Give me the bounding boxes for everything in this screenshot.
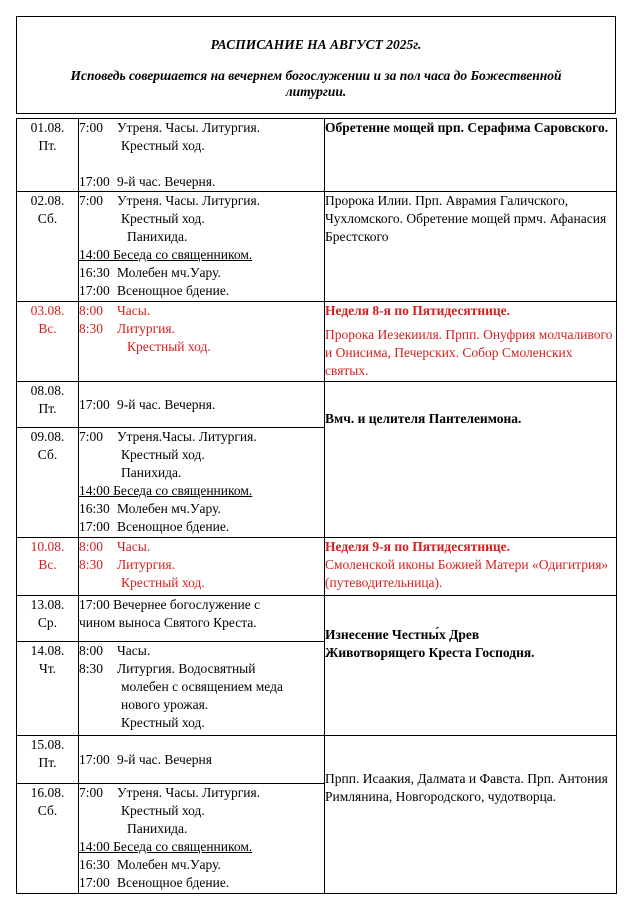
service-line: нового урожая. bbox=[121, 697, 209, 712]
services-cell bbox=[79, 302, 325, 382]
weekday: Ср. bbox=[37, 615, 58, 630]
service-name: Молебен мч.Уару. bbox=[117, 265, 221, 280]
date: 14.08. bbox=[30, 643, 65, 658]
services-cell bbox=[79, 119, 325, 192]
schedule-page bbox=[16, 16, 616, 894]
services-cell bbox=[79, 736, 325, 784]
feast-text: Смоленской иконы Божией Матери «Одигитрия» (путеводительница). bbox=[325, 557, 609, 590]
confession-note: Исповедь совершается на вечернем богослужении и за пол часа до Божественной литургии. bbox=[70, 68, 562, 99]
services-cell bbox=[79, 642, 325, 736]
service-name: Всенощное бдение. bbox=[117, 283, 230, 298]
service-name: Часы. bbox=[117, 539, 151, 554]
service-name: 9-й час. Вечерня. bbox=[117, 174, 216, 189]
service-line: Крестный ход. bbox=[121, 575, 205, 590]
service-line: Крестный ход. bbox=[121, 447, 205, 462]
services-cell bbox=[79, 596, 325, 642]
date: 13.08. bbox=[30, 597, 65, 612]
service-line: Панихида. bbox=[121, 465, 182, 480]
service-line: Крестный ход. bbox=[127, 339, 211, 354]
service-time: 17:00 bbox=[79, 283, 110, 298]
feast-cell bbox=[325, 382, 617, 538]
date: 16.08. bbox=[30, 785, 65, 800]
service-line: молебен с освящением меда bbox=[121, 679, 283, 694]
weekday: Вс. bbox=[38, 557, 57, 572]
date-cell bbox=[17, 736, 79, 784]
date-cell bbox=[17, 119, 79, 192]
services-cell bbox=[79, 784, 325, 894]
date-cell bbox=[17, 302, 79, 382]
service-time: 16:30 bbox=[79, 265, 110, 280]
date: 10.08. bbox=[30, 539, 65, 554]
service-line: 17:00 Вечернее богослужение с bbox=[79, 597, 261, 612]
weekday: Пт. bbox=[38, 755, 57, 770]
services-cell bbox=[79, 192, 325, 302]
service-line: Панихида. bbox=[127, 229, 188, 244]
service-line: Крестный ход. bbox=[121, 803, 205, 818]
table-row bbox=[17, 538, 617, 596]
feast-cell bbox=[325, 119, 617, 192]
service-time: 7:00 bbox=[79, 120, 104, 135]
date: 09.08. bbox=[30, 429, 65, 444]
weekday: Пт. bbox=[38, 138, 57, 153]
weekday: Пт. bbox=[38, 401, 57, 416]
feast-title-cont: Животворящего Креста Господня. bbox=[325, 645, 535, 660]
service-time: 7:00 bbox=[79, 429, 104, 444]
date: 03.08. bbox=[30, 303, 65, 318]
date-cell bbox=[17, 538, 79, 596]
feast-title: Изнесение Честны́х Древ bbox=[325, 627, 480, 642]
date: 08.08. bbox=[30, 383, 65, 398]
table-row bbox=[17, 736, 617, 784]
service-line: чином выноса Святого Креста. bbox=[79, 615, 257, 630]
service-name: Литургия. bbox=[117, 321, 175, 336]
feast-cell bbox=[325, 736, 617, 894]
service-line: 14:00 Беседа со священником. bbox=[79, 483, 253, 498]
feast-title: Неделя 9-я по Пятидесятнице. bbox=[325, 539, 511, 554]
service-time: 7:00 bbox=[79, 785, 104, 800]
feast-cell bbox=[325, 192, 617, 302]
date: 15.08. bbox=[30, 737, 65, 752]
table-row bbox=[17, 382, 617, 428]
page-title: РАСПИСАНИЕ НА АВГУСТ 2025г. bbox=[210, 37, 422, 52]
date-cell bbox=[17, 192, 79, 302]
date: 01.08. bbox=[30, 120, 65, 135]
date-cell bbox=[17, 428, 79, 538]
service-time: 17:00 bbox=[79, 875, 110, 890]
weekday: Сб. bbox=[37, 803, 58, 818]
service-name: Утреня. Часы. Литургия. bbox=[117, 785, 261, 800]
service-name: Всенощное бдение. bbox=[117, 875, 230, 890]
service-time: 17:00 bbox=[79, 174, 110, 189]
service-time: 17:00 bbox=[79, 751, 110, 767]
service-line: Крестный ход. bbox=[121, 715, 205, 730]
service-time: 16:30 bbox=[79, 501, 110, 516]
service-name: Литургия. Водосвятный bbox=[117, 661, 256, 676]
feast-cell bbox=[325, 596, 617, 736]
service-time: 8:30 bbox=[79, 321, 104, 336]
feast-text: Пророка Илии. Прп. Аврамия Галичского, Чухломского. Обретение мощей прмч. Афанасия Брестского bbox=[325, 193, 607, 244]
service-time: 16:30 bbox=[79, 857, 110, 872]
service-time: 17:00 bbox=[79, 519, 110, 534]
service-name: Часы. bbox=[117, 303, 151, 318]
date: 02.08. bbox=[30, 193, 65, 208]
service-name: 9-й час. Вечерня bbox=[117, 751, 212, 767]
service-line: Крестный ход. bbox=[121, 211, 205, 226]
service-name: Утреня. Часы. Литургия. bbox=[117, 193, 261, 208]
service-time: 8:00 bbox=[79, 643, 104, 658]
service-line: 14:00 Беседа со священником. bbox=[79, 839, 253, 854]
service-name: Молебен мч.Уару. bbox=[117, 501, 221, 516]
weekday: Сб. bbox=[37, 447, 58, 462]
service-line: 14:00 Беседа со священником. bbox=[79, 247, 253, 262]
schedule-header bbox=[16, 16, 616, 114]
feast-cell bbox=[325, 538, 617, 596]
service-time: 7:00 bbox=[79, 193, 104, 208]
date-cell bbox=[17, 596, 79, 642]
service-name: Утреня. Часы. Литургия. bbox=[117, 120, 261, 135]
service-name: Часы. bbox=[117, 643, 151, 658]
table-row bbox=[17, 192, 617, 302]
service-name: Всенощное бдение. bbox=[117, 519, 230, 534]
date-cell bbox=[17, 642, 79, 736]
service-line: Крестный ход. bbox=[121, 138, 205, 153]
date-cell bbox=[17, 784, 79, 894]
service-time: 8:00 bbox=[79, 303, 104, 318]
table-row bbox=[17, 119, 617, 192]
service-name: Утреня.Часы. Литургия. bbox=[117, 429, 257, 444]
service-time: 8:30 bbox=[79, 557, 104, 572]
services-cell bbox=[79, 538, 325, 596]
service-name: Литургия. bbox=[117, 557, 175, 572]
schedule-table bbox=[16, 118, 617, 894]
feast-cell bbox=[325, 302, 617, 382]
weekday: Сб. bbox=[37, 211, 58, 226]
feast-title: Обретение мощей прп. Серафима Саровского. bbox=[325, 120, 609, 135]
service-time: 17:00 bbox=[79, 396, 110, 412]
service-name: Молебен мч.Уару. bbox=[117, 857, 221, 872]
date-cell bbox=[17, 382, 79, 428]
service-time: 8:00 bbox=[79, 539, 104, 554]
weekday: Вс. bbox=[38, 321, 57, 336]
feast-title: Неделя 8-я по Пятидесятнице. bbox=[325, 303, 511, 318]
table-row bbox=[17, 596, 617, 642]
feast-text: Пророка Иезекииля. Прпп. Онуфрия молчаливого и Онисима, Печерских. Собор Смоленских святых. bbox=[325, 327, 613, 378]
feast-text: Прпп. Исаакия, Далмата и Фавста. Прп. Антония Римлянина, Новгородского, чудотворца. bbox=[325, 771, 608, 804]
service-name: 9-й час. Вечерня. bbox=[117, 396, 216, 412]
service-time: 8:30 bbox=[79, 661, 104, 676]
services-cell bbox=[79, 382, 325, 428]
feast-title: Вмч. и целителя Пантелеимона. bbox=[325, 411, 522, 426]
weekday: Чт. bbox=[38, 661, 57, 676]
services-cell bbox=[79, 428, 325, 538]
service-line: Панихида. bbox=[127, 821, 188, 836]
table-row bbox=[17, 302, 617, 382]
